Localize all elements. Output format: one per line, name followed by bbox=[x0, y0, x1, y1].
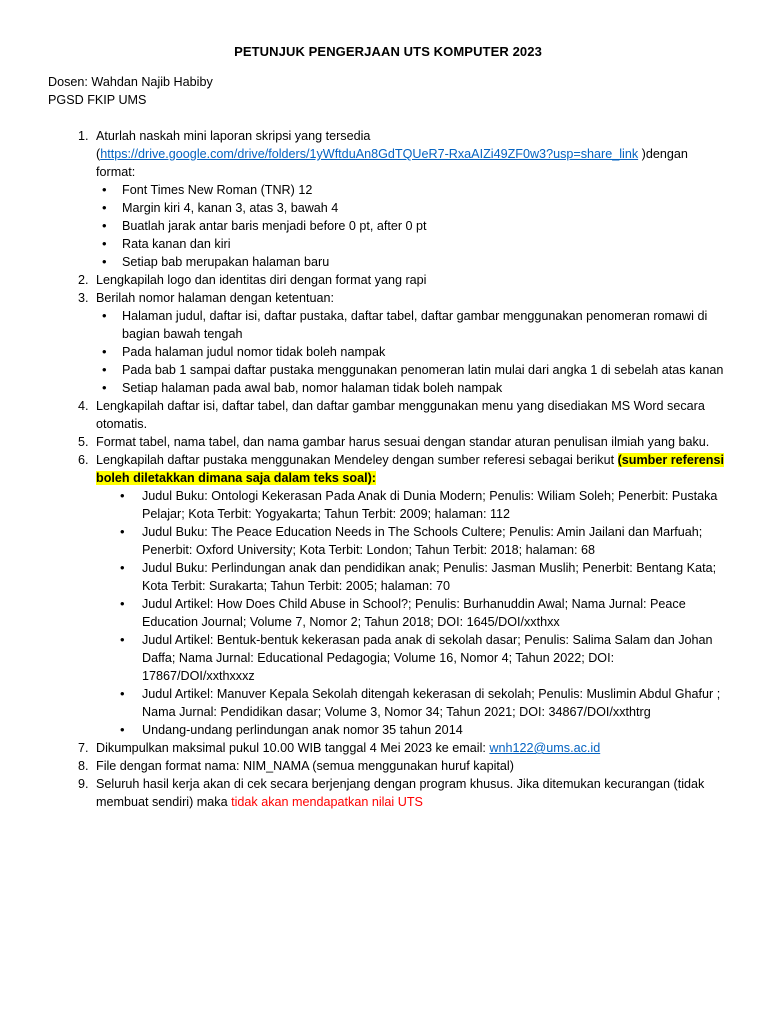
list-item: • Undang-undang perlindungan anak nomor 35 tahun 2014 bbox=[142, 721, 728, 739]
instruction-item-9 bbox=[92, 775, 728, 811]
instruction-8-text: File dengan format nama: NIM_NAMA (semua menggunakan huruf kapital) bbox=[96, 759, 514, 773]
email-link[interactable]: wnh122@ums.ac.id bbox=[489, 741, 601, 755]
list-item: • Judul Buku: The Peace Education Needs in The Schools Cultere; Penulis: Amin Jailani dan Marfuah; Penerbit: Oxford University; Kota Terbit: London; Tahun Terbit: 2018; halaman: 68 bbox=[142, 523, 728, 559]
list-item: • Setiap bab merupakan halaman baru bbox=[122, 253, 728, 271]
instruction-1-text: Aturlah naskah mini laporan skripsi yang tersedia bbox=[96, 129, 371, 143]
list-item: • Halaman judul, daftar isi, daftar pustaka, daftar tabel, daftar gambar menggunakan penomeran romawi di bagian bawah tengah bbox=[122, 307, 728, 343]
list-item: • Judul Artikel: Manuver Kepala Sekolah ditengah kekerasan di sekolah; Penulis: Muslimin Abdul Ghafur ; Nama Jurnal: Pendidikan dasar; Volume 3, Nomor 34; Tahun 2021; DOI: 34867/DOI/xxthtrg bbox=[142, 685, 728, 721]
instruction-3-text: Berilah nomor halaman dengan ketentuan: bbox=[96, 291, 335, 305]
list-item: • Margin kiri 4, kanan 3, atas 3, bawah 4 bbox=[122, 199, 728, 217]
list-item: • Font Times New Roman (TNR) 12 bbox=[122, 181, 728, 199]
instruction-1-paren: ( bbox=[96, 147, 101, 161]
page-number-bullet-list bbox=[96, 307, 728, 397]
reference-bullet-list bbox=[96, 487, 728, 739]
instruction-item-8 bbox=[92, 757, 728, 775]
instruction-5-text: Format tabel, nama tabel, dan nama gambar harus sesuai dengan standar aturan penulisan ilmiah yang baku. bbox=[96, 435, 710, 449]
instruction-item-6 bbox=[92, 451, 728, 739]
list-item: • Buatlah jarak antar baris menjadi before 0 pt, after 0 pt bbox=[122, 217, 728, 235]
institution-line: PGSD FKIP UMS bbox=[48, 93, 147, 107]
reference-note-highlight: (sumber referensi boleh diletakkan dimana saja dalam teks soal): bbox=[96, 453, 724, 485]
instruction-item-3 bbox=[92, 289, 728, 397]
list-item: • Pada halaman judul nomor tidak boleh nampak bbox=[122, 343, 728, 361]
instruction-item-7 bbox=[92, 739, 728, 757]
instruction-7-text: Dikumpulkan maksimal pukul 10.00 WIB tanggal 4 Mei 2023 ke email: bbox=[96, 741, 490, 755]
list-item: • Judul Buku: Ontologi Kekerasan Pada Anak di Dunia Modern; Penulis: Wiliam Soleh; Penerbit: Pustaka Pelajar; Kota Terbit: Yogyakarta; Tahun Terbit: 2009; halaman: 112 bbox=[142, 487, 728, 523]
instruction-item-5 bbox=[92, 433, 728, 451]
drive-folder-link[interactable]: https://drive.google.com/drive/folders/1yWftduAn8GdTQUeR7-RxaAIZi49ZF0w3?usp=share_link bbox=[100, 147, 639, 161]
warning-text: tidak akan mendapatkan nilai UTS bbox=[231, 795, 423, 809]
list-item: • Pada bab 1 sampai daftar pustaka menggunakan penomeran latin mulai dari angka 1 di sebelah atas kanan bbox=[122, 361, 728, 379]
document-title: PETUNJUK PENGERJAAN UTS KOMPUTER 2023 bbox=[234, 44, 542, 59]
instruction-item-2 bbox=[92, 271, 728, 289]
instruction-9-text: Seluruh hasil kerja akan di cek secara berjenjang dengan program khusus. Jika ditemukan kecurangan (tidak membuat sendiri) maka bbox=[96, 777, 705, 809]
list-item: • Rata kanan dan kiri bbox=[122, 235, 728, 253]
instruction-list bbox=[48, 127, 728, 811]
instruction-1-after-link: )dengan format: bbox=[96, 147, 688, 179]
instruction-item-4 bbox=[92, 397, 728, 433]
list-item: • Judul Artikel: How Does Child Abuse in School?; Penulis: Burhanuddin Awal; Nama Jurnal: Peace Education Journal; Volume 7, Nomor 2; Tahun 2018; DOI: 1645/DOI/xxthxx bbox=[142, 595, 728, 631]
list-item: • Setiap halaman pada awal bab, nomor halaman tidak boleh nampak bbox=[122, 379, 728, 397]
instruction-item-1 bbox=[92, 127, 728, 271]
lecturer-line: Dosen: Wahdan Najib Habiby bbox=[48, 75, 213, 89]
list-item: • Judul Buku: Perlindungan anak dan pendidikan anak; Penulis: Jasman Muslih; Penerbit: Bentang Kata; Kota Terbit: Surakarta; Tahun Terbit: 2005; halaman: 70 bbox=[142, 559, 728, 595]
format-bullet-list bbox=[96, 181, 728, 271]
instruction-4-text: Lengkapilah daftar isi, daftar tabel, dan daftar gambar menggunakan menu yang disediakan MS Word secara otomatis. bbox=[96, 399, 705, 431]
list-item: • Judul Artikel: Bentuk-bentuk kekerasan pada anak di sekolah dasar; Penulis: Salima Salam dan Johan Daffa; Nama Jurnal: Educational Pedagogia; Volume 16, Nomor 4; Tahun 2022; DOI: 17867/DOI/xxthxxxz bbox=[142, 631, 728, 685]
instruction-6-text: Lengkapilah daftar pustaka menggunakan Mendeley dengan sumber referesi sebagai berikut bbox=[96, 453, 618, 467]
instruction-2-text: Lengkapilah logo dan identitas diri dengan format yang rapi bbox=[96, 273, 427, 287]
